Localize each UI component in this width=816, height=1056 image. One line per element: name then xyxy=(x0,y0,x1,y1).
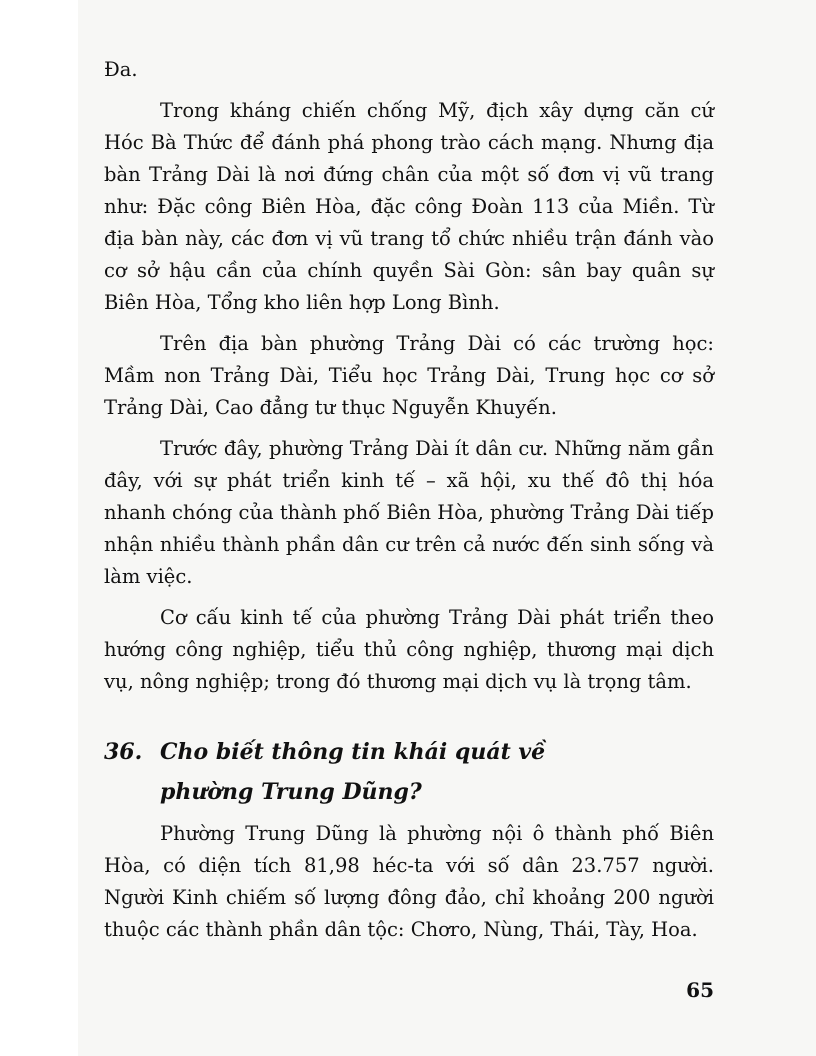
paragraph-continuation: Đa. xyxy=(104,58,138,81)
section-heading xyxy=(104,732,714,812)
page-content xyxy=(104,54,714,955)
paragraph-resistance-history: Trong kháng chiến chống Mỹ, địch xây dựng căn cứ Hóc Bà Thức để đánh phá phong trào cách mạng. Nhưng địa bàn Trảng Dài là nơi đứng chân của một số đơn vị vũ trang như: Đặc công Biên Hòa, đặc công Đoàn 113 của Miền. Từ địa bàn này, các đơn vị vũ trang tổ chức nhiều trận đánh vào cơ sở hậu cần của chính quyền Sài Gòn: sân bay quân sự Biên Hòa, Tổng kho liên hợp Long Bình. xyxy=(104,99,714,314)
section-title: Cho biết thông tin khái quát về phường Trung Dũng? xyxy=(160,739,546,805)
page-gutter xyxy=(0,0,78,1056)
section-number: 36. xyxy=(104,739,143,765)
paragraph-schools: Trên địa bàn phường Trảng Dài có các trường học: Mầm non Trảng Dài, Tiểu học Trảng Dài, Trung học cơ sở Trảng Dài, Cao đẳng tư thục Nguyễn Khuyến. xyxy=(104,332,714,419)
paragraph-economy: Cơ cấu kinh tế của phường Trảng Dài phát triển theo hướng công nghiệp, tiểu thủ công nghiệp, thương mại dịch vụ, nông nghiệp; trong đó thương mại dịch vụ là trọng tâm. xyxy=(104,606,714,693)
paragraph-trung-dung: Phường Trung Dũng là phường nội ô thành phố Biên Hòa, có diện tích 81,98 héc-ta với số dân 23.757 người. Người Kinh chiếm số lượng đông đảo, chỉ khoảng 200 người thuộc các thành phần dân tộc: Chơro, Nùng, Thái, Tày, Hoa. xyxy=(104,822,714,941)
page-number: 65 xyxy=(686,978,714,1002)
paragraph-population: Trước đây, phường Trảng Dài ít dân cư. Những năm gần đây, với sự phát triển kinh tế – xã hội, xu thế đô thị hóa nhanh chóng của thành phố Biên Hòa, phường Trảng Dài tiếp nhận nhiều thành phần dân cư trên cả nước đến sinh sống và làm việc. xyxy=(104,437,714,588)
